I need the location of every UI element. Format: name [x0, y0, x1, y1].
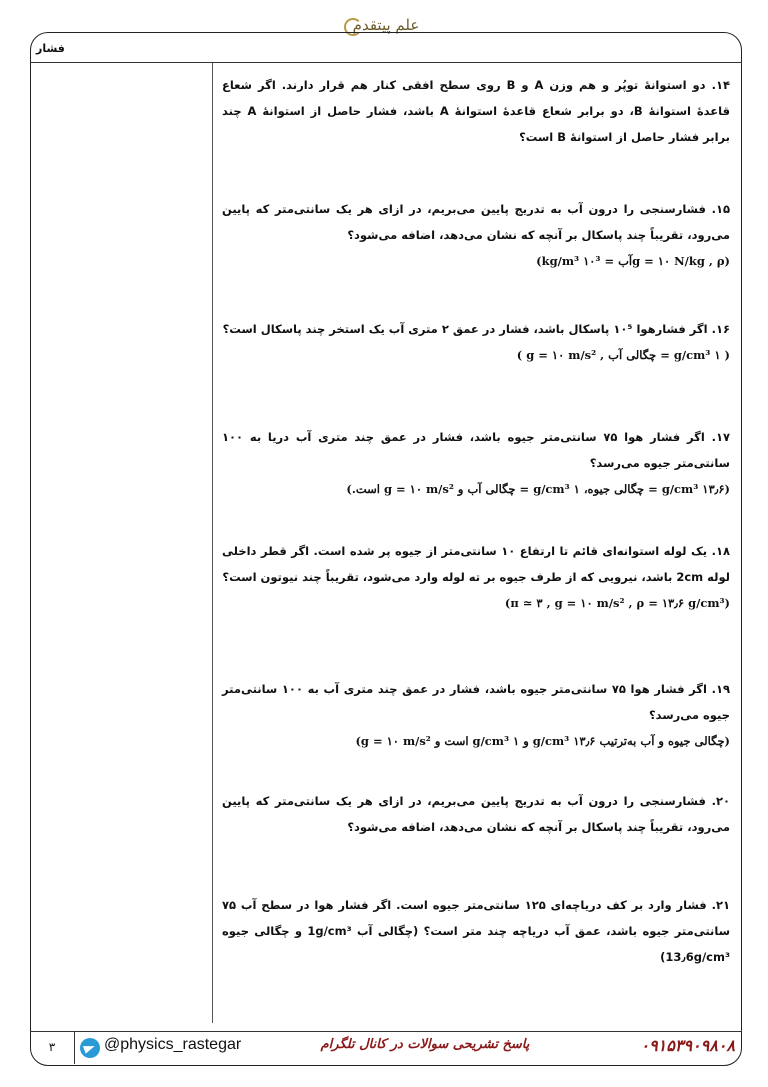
question-text: فشار وارد بر کف دریاچه‌ای ۱۲۵ سانتی‌متر جیوه است. اگر فشار هوا در سطح آب ۷۵ سانتی‌متر جیوه باشد، عمق آب دریاچه چند متر است؟ (چگالی آب 1g/cm³ و چگالی جیوه 13٫6g/cm³) — [222, 898, 731, 964]
question-formula: (چگالی جیوه و آب به‌ترتیب ۱۳٫۶ g/cm³ و ۱ g/cm³ است و g = ۱۰ m/s²) — [355, 734, 730, 748]
question-number: ۱۸. — [711, 544, 730, 558]
question-number: ۲۱. — [711, 898, 730, 912]
phone-number: ۰۹۱۵۳۹۰۹۸۰۸ — [640, 1036, 735, 1055]
question-19 — [222, 676, 730, 754]
question-20 — [222, 788, 730, 840]
question-number: ۲۰. — [711, 794, 730, 808]
question-text: فشارسنجی را درون آب به تدریج پایین می‌بریم، در ازای هر یک سانتی‌متر که پایین می‌رود، تقریباً چند پاسکال بر آنچه که نشان می‌دهد، اضافه می‌شود؟ — [222, 794, 730, 834]
footer-divider — [30, 1031, 742, 1032]
question-text: اگر فشارهوا ۱۰⁵ پاسکال باشد، فشار در عمق ۲ متری آب یک استخر چند پاسکال است؟ — [222, 322, 708, 336]
page-number: ۳ — [30, 1031, 75, 1064]
question-formula: ( ۱ g/cm³ = چگالی آب , g = ۱۰ m/s² ) — [516, 348, 730, 362]
question-formula: (g = ۱۰ N/kg , ρ‌آب = ۱۰³ kg/m³) — [536, 254, 730, 268]
header-divider — [30, 62, 742, 63]
question-formula: (π ≃ ۳ , g = ۱۰ m/s² , ρ = ۱۳٫۶ g/cm³) — [504, 596, 730, 610]
question-number: ۱۴. — [711, 78, 730, 92]
question-text: فشارسنجی را درون آب به تدریج پایین می‌بریم، در ازای هر یک سانتی‌متر که پایین می‌رود، تقریباً چند پاسکال بر آنچه که نشان می‌دهد، اضافه می‌شود؟ — [222, 202, 730, 242]
question-text: یک لوله استوانه‌ای قائم تا ارتفاع ۱۰ سانتی‌متر از جیوه پر شده است. اگر قطر داخلی لوله 2cm باشد، نیرویی که از طرف جیوه بر ته لوله وارد می‌شود، تقریباً چند نیوتون است؟ — [222, 544, 730, 584]
question-18 — [222, 538, 730, 616]
question-text: اگر فشار هوا ۷۵ سانتی‌متر جیوه باشد، فشار در عمق چند متری آب به ۱۰۰ سانتی‌متر جیوه می‌رسد؟ — [222, 682, 730, 722]
question-number: ۱۷. — [711, 430, 730, 444]
footer-caption: پاسخ تشریحی سوالات در کانال تلگرام — [320, 1037, 530, 1052]
question-text: دو استوانهٔ توپُر و هم وزن A و B روی سطح افقی کنار هم قرار دارند. اگر شعاع قاعدهٔ استوانهٔ B، دو برابر شعاع قاعدهٔ استوانهٔ A باشد، فشار حاصل از استوانهٔ A چند برابر فشار حاصل از استوانهٔ B است؟ — [222, 78, 730, 144]
margin-divider — [212, 63, 213, 1023]
telegram-handle-link[interactable]: @physics_rastegar — [104, 1036, 242, 1053]
question-21 — [222, 892, 730, 970]
question-number: ۱۶. — [711, 322, 730, 336]
question-16 — [222, 316, 730, 368]
question-formula: (۱۳٫۶ g/cm³ = چگالی جیوه، ۱ g/cm³ = چگالی آب و g = ۱۰ m/s² است.) — [346, 482, 730, 496]
logo-text: علم پیتقدم — [352, 16, 420, 34]
chapter-title: فشار — [36, 42, 65, 55]
question-number: ۱۹. — [711, 682, 730, 696]
question-15 — [222, 196, 730, 274]
question-14 — [222, 72, 730, 150]
question-text: اگر فشار هوا ۷۵ سانتی‌متر جیوه باشد، فشار در عمق چند متری آب دریا به ۱۰۰ سانتی‌متر جیوه می‌رسد؟ — [222, 430, 730, 470]
question-17 — [222, 424, 730, 502]
telegram-icon[interactable] — [80, 1038, 100, 1058]
question-number: ۱۵. — [711, 202, 730, 216]
